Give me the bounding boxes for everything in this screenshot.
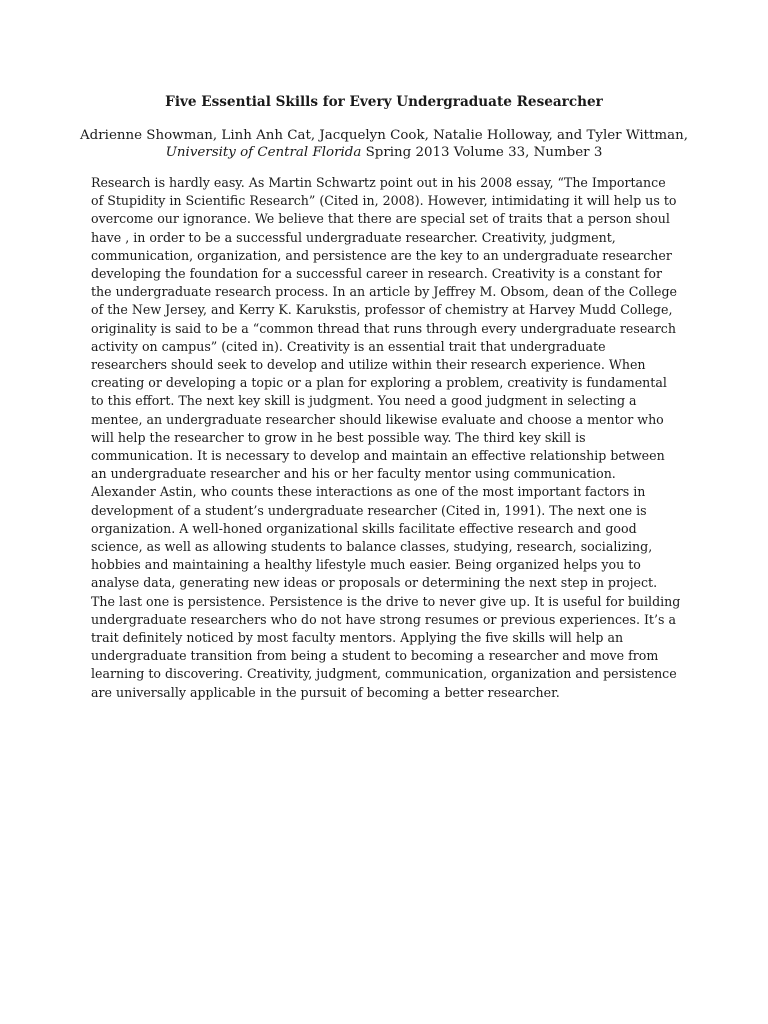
body-line: Research is hardly easy. As Martin Schwartz point out in his 2008 essay, “The Importance: [91, 175, 666, 190]
body-line: researchers should seek to develop and utilize within their research experience. When: [91, 357, 646, 373]
body-line: communication. It is necessary to develop and maintain an effective relationship between: [91, 448, 665, 464]
body-line: development of a student’s undergraduate researcher (Cited in, 1991). The next one is: [91, 502, 647, 518]
document-title: Five Essential Skills for Every Undergraduate Researcher: [165, 94, 603, 110]
issue-info: Spring 2013 Volume 33, Number 3: [361, 145, 603, 160]
body-line: originality is said to be a “common thread that runs through every undergraduate research: [91, 320, 676, 336]
body-line: The last one is persistence. Persistence is the drive to never give up. It is useful for building: [91, 593, 681, 609]
body-line: are universally applicable in the pursuit of becoming a better researcher.: [91, 684, 560, 700]
publication-line: [0, 144, 768, 161]
body-line: of Stupidity in Scientific Research” (Cited in, 2008). However, intimidating it will help us to: [91, 193, 677, 209]
authors-line: Adrienne Showman, Linh Anh Cat, Jacquelyn Cook, Natalie Holloway, and Tyler Wittman,: [80, 128, 688, 143]
body-line: the undergraduate research process. In an article by Jeffrey M. Obsom, dean of the College: [91, 284, 677, 300]
body-line: organization. A well-honed organizational skills facilitate effective research and good: [91, 520, 637, 536]
body-line: activity on campus” (cited in). Creativity is an essential trait that undergraduate: [91, 338, 606, 354]
body-line: have , in order to be a successful undergraduate researcher. Creativity, judgment,: [91, 229, 616, 245]
body-line: developing the foundation for a successful career in research. Creativity is a constant for: [91, 266, 663, 282]
journal-name: University of Central Florida: [165, 145, 362, 160]
body-line: communication, organization, and persistence are the key to an undergraduate researcher: [91, 247, 672, 263]
body-line: an undergraduate researcher and his or her faculty mentor using communication.: [91, 466, 616, 482]
body-line: Alexander Astin, who counts these interactions as one of the most important factors in: [91, 484, 646, 500]
body-line: science, as well as allowing students to balance classes, studying, research, socializing,: [91, 539, 653, 555]
body-line: to this effort. The next key skill is judgment. You need a good judgment in selecting a: [91, 393, 637, 409]
body-line: will help the researcher to grow in he best possible way. The third key skill is: [91, 429, 586, 445]
body-text: [91, 174, 691, 702]
body-line: mentee, an undergraduate researcher should likewise evaluate and choose a mentor who: [91, 411, 664, 427]
body-line: learning to discovering. Creativity, judgment, communication, organization and persistence: [91, 666, 677, 682]
body-line: undergraduate researchers who do not have strong resumes or previous experiences. It’s a: [91, 611, 676, 627]
body-line: trait definitely noticed by most faculty mentors. Applying the five skills will help an: [91, 630, 624, 646]
body-line: of the New Jersey, and Kerry K. Karukstis, professor of chemistry at Harvey Mudd College,: [91, 302, 673, 318]
byline: [0, 127, 768, 161]
body-line: hobbies and maintaining a healthy lifestyle much easier. Being organized helps you to: [91, 557, 641, 573]
body-line: undergraduate transition from being a student to becoming a researcher and move from: [91, 648, 659, 664]
body-line: overcome our ignorance. We believe that there are special set of traits that a person shoul: [91, 211, 670, 227]
body-line: creating or developing a topic or a plan for exploring a problem, creativity is fundamental: [91, 375, 667, 391]
body-line: analyse data, generating new ideas or proposals or determining the next step in project.: [91, 575, 658, 591]
